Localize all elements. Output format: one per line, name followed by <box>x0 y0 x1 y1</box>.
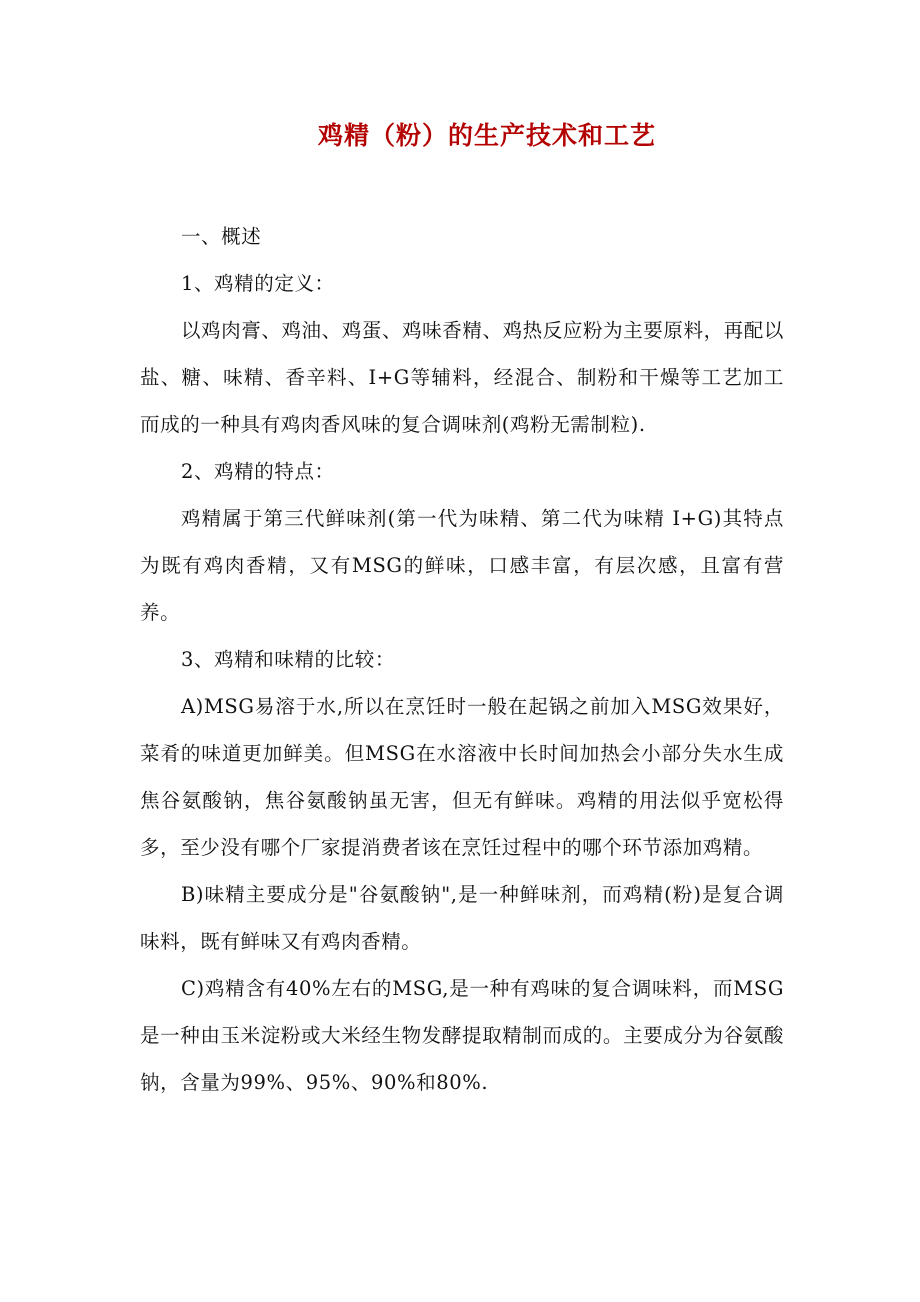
paragraph-definition: 以鸡肉膏、鸡油、鸡蛋、鸡味香精、鸡热反应粉为主要原料，再配以盐、糖、味精、香辛料、I+G等辅料，经混合、制粉和干燥等工艺加工而成的一种具有鸡肉香风味的复合调味剂(鸡粉无需制粒). <box>140 319 784 436</box>
paragraph-comparison-a: A)MSG易溶于水,所以在烹饪时一般在起锅之前加入MSG效果好，菜肴的味道更加鲜美。但MSG在水溶液中长时间加热会小部分失水生成焦谷氨酸钠，焦谷氨酸钠虽无害，但无有鲜味。鸡精的用法似乎宽松得多，至少没有哪个厂家提消费者该在烹饪过程中的哪个环节添加鸡精。 <box>140 695 784 859</box>
paragraph-features: 鸡精属于第三代鲜味剂(第一代为味精、第二代为味精 I+G)其特点为既有鸡肉香精，又有MSG的鲜味，口感丰富，有层次感，且富有营养。 <box>140 507 784 624</box>
document-title: 鸡精（粉）的生产技术和工艺 <box>317 121 656 150</box>
paragraph-comparison-c: C)鸡精含有40%左右的MSG,是一种有鸡味的复合调味料，而MSG是一种由玉米淀粉或大米经生物发酵提取精制而成的。主要成分为谷氨酸钠，含量为99%、95%、90%和80%. <box>140 977 784 1094</box>
subheading-features: 2、鸡精的特点： <box>180 460 335 483</box>
document-body <box>140 213 784 1106</box>
paragraph-comparison-b: B)味精主要成分是"谷氨酸钠",是一种鲜味剂，而鸡精(粉)是复合调味料，既有鲜味又有鸡肉香精。 <box>140 883 784 953</box>
subheading-comparison: 3、鸡精和味精的比较： <box>180 648 395 671</box>
subheading-definition: 1、鸡精的定义： <box>180 272 335 295</box>
section-heading-overview: 一、概述 <box>180 225 262 248</box>
